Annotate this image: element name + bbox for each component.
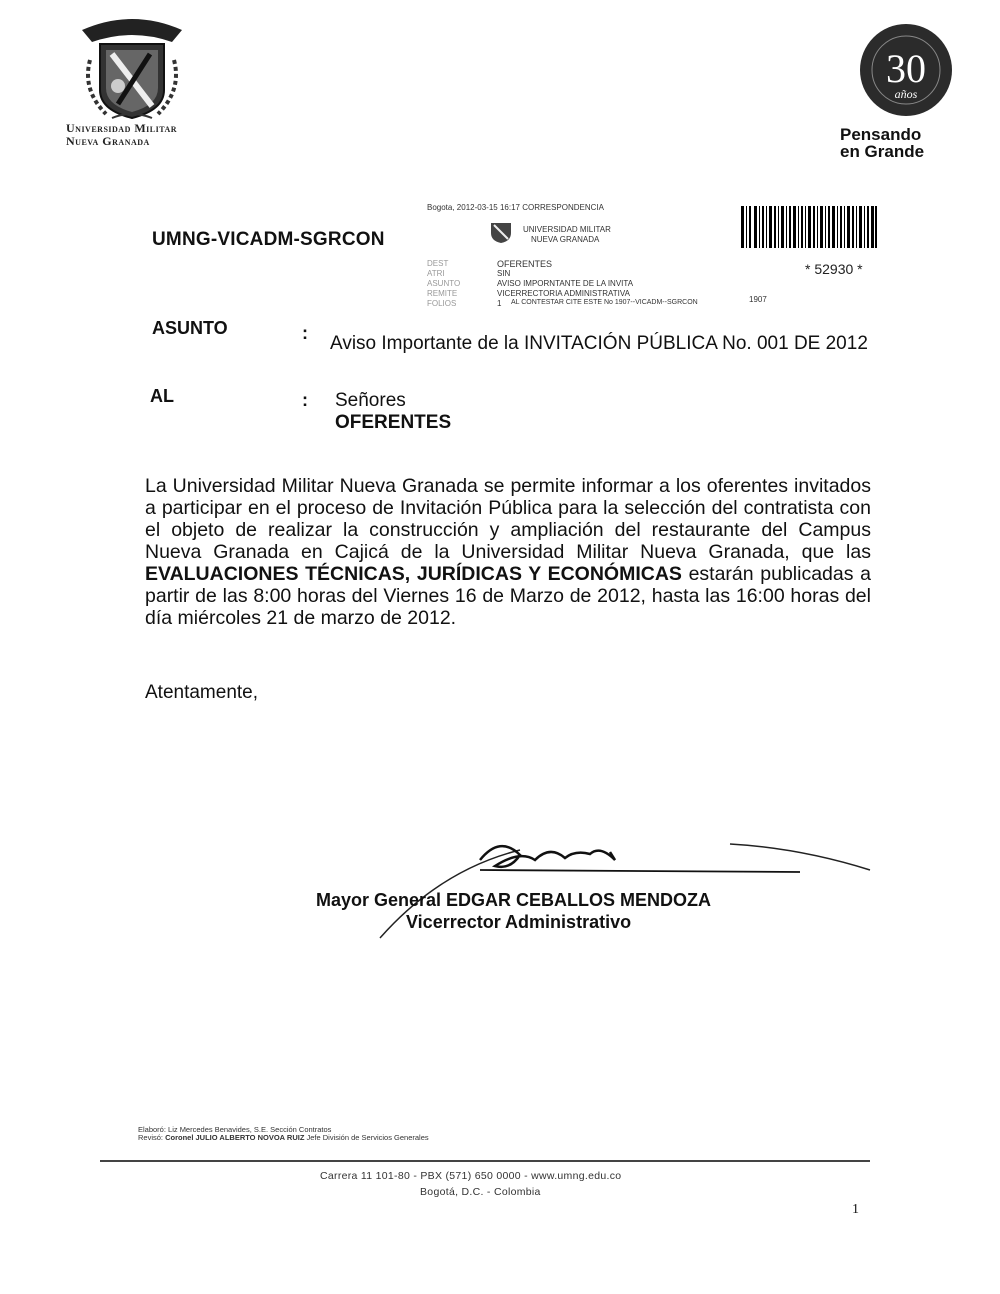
body-bold-phrase: EVALUACIONES TÉCNICAS, JURÍDICAS Y ECONÓMICAS xyxy=(145,563,682,585)
al-recipient-name: OFERENTES xyxy=(335,412,452,433)
stamp-org-line2: NUEVA GRANADA xyxy=(531,235,600,244)
reviso-line xyxy=(138,1134,429,1142)
asunto-value: Aviso Importante de la INVITACIÓN PÚBLICA No. 001 DE 2012 xyxy=(330,333,868,354)
footer-city: Bogotá, D.C. - Colombia xyxy=(420,1186,541,1198)
al-colon: : xyxy=(302,390,308,410)
stamp-ref-line: AL CONTESTAR CITE ESTE No 1907--VICADM--SGRCON xyxy=(511,299,698,306)
al-label: AL xyxy=(150,386,174,406)
seal-number: 30 xyxy=(886,46,926,91)
barcode-icon xyxy=(741,206,877,248)
page-number: 1 xyxy=(852,1202,859,1217)
letter-body xyxy=(145,475,871,629)
stamp-anx-value: SIN xyxy=(497,269,511,278)
body-part2: estarán publicadas a partir de las 8:00 horas del Viernes 16 de Marzo de 2012, hasta las 16:00 horas del día miércoles 21 de marzo de 2012. xyxy=(145,563,871,629)
asunto-colon: : xyxy=(302,323,308,343)
seal-word: años xyxy=(894,87,918,101)
stamp-remite-value: VICERRECTORIA ADMINISTRATIVA xyxy=(497,289,630,298)
university-name-line2: Nueva Granada xyxy=(66,134,150,148)
stamp-remite-label: REMITE xyxy=(427,289,458,298)
al-recipient-salutation: Señores xyxy=(335,390,406,411)
stamp-crest-icon xyxy=(487,217,515,245)
stamp-dest-value: OFERENTES xyxy=(497,259,553,269)
footer-credits xyxy=(138,1126,429,1142)
body-part1: La Universidad Militar Nueva Granada se permite informar a los oferentes invitados a participar en el proceso de Invitación Pública para la selección del contratista con el objeto de realizar la construcción y ampliación del restaurante del Campus Nueva Granada en Cajicá de la Universidad Militar Nueva Granada, que las xyxy=(145,475,871,563)
radicado-number: * 52930 * xyxy=(805,261,863,277)
signer-title: Vicerrector Administrativo xyxy=(406,912,632,932)
slogan xyxy=(840,126,980,160)
signer-name: Mayor General EDGAR CEBALLOS MENDOZA xyxy=(316,890,712,910)
slogan-line2: en Grande xyxy=(840,142,925,161)
slogan-line1: Pensando xyxy=(840,125,922,144)
elaboro-line: Elaboró: Liz Mercedes Benavides, S.E. Sección Contratos xyxy=(138,1125,332,1134)
stamp-date: Bogota, 2012-03-15 16:17 CORRESPONDENCIA xyxy=(427,203,604,212)
stamp-folios-value: 1 xyxy=(497,299,502,308)
university-name-line1: Universidad Militar xyxy=(66,121,178,135)
reviso-suffix: Jefe División de Servicios Generales xyxy=(304,1133,429,1142)
stamp-asunto-value: AVISO IMPORNTANTE DE LA INVITA xyxy=(497,279,634,288)
footer-divider xyxy=(100,1160,870,1162)
stamp-consec: 1907 xyxy=(749,295,767,304)
reviso-name: Coronel JULIO ALBERTO NOVOA RUIZ xyxy=(165,1133,305,1142)
stamp-folios-label: FOLIOS xyxy=(427,299,457,308)
reviso-prefix: Revisó: xyxy=(138,1133,166,1142)
stamp-anx-label: ATRI xyxy=(427,269,445,278)
document-reference: UMNG-VICADM-SGRCON xyxy=(152,229,385,250)
closing: Atentamente, xyxy=(145,682,259,703)
stamp-asunto-label: ASUNTO xyxy=(427,279,461,288)
correspondence-stamp xyxy=(427,203,887,321)
stamp-dest-label: DEST xyxy=(427,259,449,268)
stamp-org-line1: UNIVERSIDAD MILITAR xyxy=(523,225,611,234)
anniversary-seal-icon xyxy=(858,22,954,118)
footer-address: Carrera 11 101-80 - PBX (571) 650 0000 - www.umng.edu.co xyxy=(320,1170,622,1182)
asunto-label: ASUNTO xyxy=(152,318,228,338)
university-name xyxy=(66,122,177,148)
